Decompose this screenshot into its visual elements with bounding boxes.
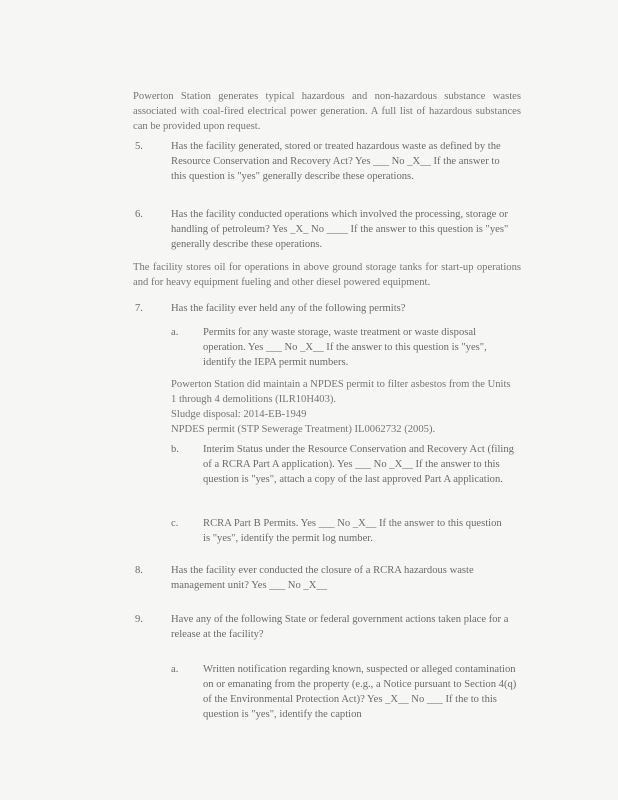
question-7-number: 7.	[135, 303, 143, 314]
question-9-number: 9.	[135, 614, 143, 625]
question-9a-label: a.	[171, 664, 179, 675]
question-5-number: 5.	[135, 141, 143, 152]
question-9a-text: Written notification regarding known, suspected or alleged contamination on or emanating from the property (e.g., a Notice pursuant to Section 4(q) of the Environmental Protection Act)? Yes _X__ No ___ If the to this question is "yes", identify the caption	[203, 664, 517, 720]
question-6-number: 6.	[135, 209, 143, 220]
question-8-number: 8.	[135, 565, 143, 576]
question-7b-label: b.	[171, 444, 179, 455]
question-7c-label: c.	[171, 518, 179, 529]
question-7b-text: Interim Status under the Resource Conservation and Recovery Act (filing of a RCRA Part A application). Yes ___ No _X__ If the answer to this question is "yes", attach a copy of the last approved Part A application.	[203, 444, 514, 485]
intro-paragraph: Powerton Station generates typical hazardous and non-hazardous substance wastes associated with coal-fired electrical power generation. A full list of hazardous substances can be provided upon request.	[133, 91, 521, 132]
question-8-text: Has the facility ever conducted the closure of a RCRA hazardous waste management unit? Yes ___ No _X__	[171, 565, 474, 591]
question-7a-answer: Powerton Station did maintain a NPDES permit to filter asbestos from the Units 1 through 4 demolitions (ILR10H403). Sludge disposal: 2014-EB-1949 NPDES permit (STP Sewerage Treatment) IL0062732 (2005).	[171, 379, 511, 435]
question-6-answer: The facility stores oil for operations in above ground storage tanks for start-up operations and for heavy equipment fueling and other diesel powered equipment.	[133, 262, 521, 288]
question-7a-label: a.	[171, 327, 179, 338]
question-6-text: Has the facility conducted operations which involved the processing, storage or handling of petroleum? Yes _X_ No ____ If the answer to this question is "yes" generally describe these operations.	[171, 209, 509, 250]
question-7c-text: RCRA Part B Permits. Yes ___ No _X__ If the answer to this question is "yes", identify the permit log number.	[203, 518, 502, 544]
question-7-text: Has the facility ever held any of the following permits?	[171, 303, 406, 314]
question-9-text: Have any of the following State or federal government actions taken place for a release at the facility?	[171, 614, 509, 640]
question-5-text: Has the facility generated, stored or treated hazardous waste as defined by the Resource Conservation and Recovery Act? Yes ___ No _X__ If the answer to this question is "yes" generally describe these operations.	[171, 141, 501, 182]
question-7a-text: Permits for any waste storage, waste treatment or waste disposal operation. Yes ___ No _X__ If the answer to this question is "yes", identify the IEPA permit numbers.	[203, 327, 487, 368]
